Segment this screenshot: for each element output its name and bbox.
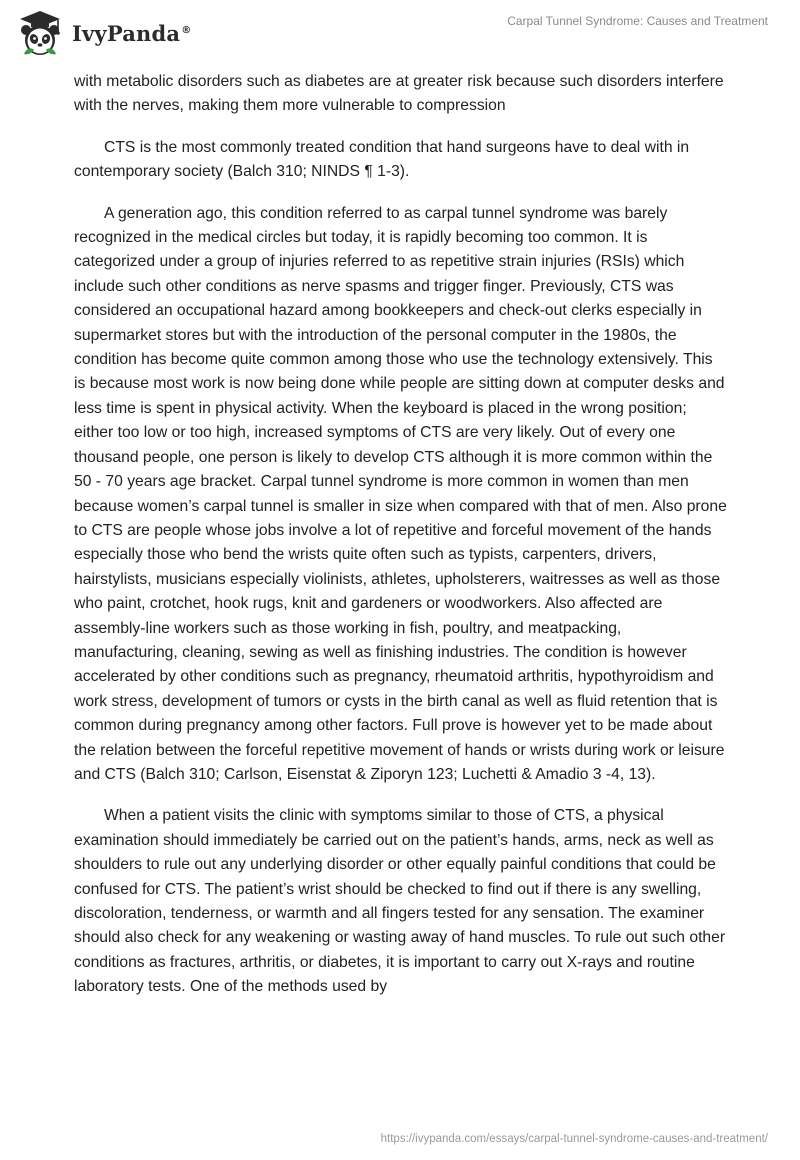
page-header: [0, 0, 800, 62]
brand-name: [72, 21, 191, 46]
brand-name-text: IvyPanda: [72, 20, 181, 46]
paragraph: When a patient visits the clinic with symptoms similar to those of CTS, a physical examination should immediately be carried out on the patient’s hands, arms, neck as well as shoulders to rule out any underlying disorder or other equally painful conditions that could be confused for CTS. The patient’s wrist should be checked to find out if there is any swelling, discoloration, tenderness, or warmth and all fingers tested for any sensation. The examiner should also check for any weakening or wasting away of hand muscles. To rule out such other conditions as fractures, arthritis, or diabetes, it is important to carry out X-rays and routine laboratory tests. One of the methods used by: [74, 807, 726, 996]
paragraph: A generation ago, this condition referred to as carpal tunnel syndrome was barely recognized in the medical circles but today, it is rapidly becoming too common. It is categorized under a group of injuries referred to as repetitive strain injuries (RSIs) which include such other conditions as nerve spasms and trigger finger. Previously, CTS was considered an occupational hazard among bookkeepers and check-out clerks especially in supermarket stores but with the introduction of the personal computer in the 1980s, the condition has become quite common among those who use the technology extensively. This is because most work is now being done while people are sitting down at computer desks and less time is spent in physical activity. When the keyboard is placed in the wrong position; either too low or too high, increased symptoms of CTS are very likely. Out of every one thousand people, one person is likely to develop CTS although it is more common within the 50 - 70 years age bracket. Carpal tunnel syndrome is more common in women than men because women’s carpal tunnel is smaller in size when compared with that of men. Also prone to CTS are people whose jobs involve a lot of repetitive and forceful movement of the hands especially those who bend the wrists quite often such as typists, carpenters, drivers, hairstylists, musicians especially violinists, athletes, upholsterers, waitresses as well as those who paint, crotchet, hook rugs, knit and gardeners or woodworkers. Also affected are assembly-line workers such as those working in fish, poultry, and meatpacking, manufacturing, cleaning, sewing as well as finishing industries. The condition is however accelerated by other conditions such as pregnancy, rheumatoid arthritis, hypothyroidism and work stress, development of tumors or cysts in the birth canal as well as fluid retention that is common during pregnancy among other factors. Full prove is however yet to be made about the relation between the forceful repetitive movement of hands or wrists during work or leisure and CTS (Balch 310; Carlson, Eisenstat & Ziporyn 123; Luchetti & Amadio 3 -4, 13).: [74, 204, 727, 783]
panda-graduate-icon: [14, 8, 66, 60]
document-title: Carpal Tunnel Syndrome: Causes and Treatment: [507, 14, 768, 28]
paragraph: CTS is the most commonly treated condition that hand surgeons have to deal with in contemporary society (Balch 310; NINDS ¶ 1-3).: [74, 138, 690, 181]
paragraph-continuation: with metabolic disorders such as diabetes are at greater risk because such disorders interfere with the nerves, making them more vulnerable to compression: [74, 73, 724, 115]
essay-body: [74, 70, 728, 1017]
registered-mark: ®: [181, 24, 192, 36]
source-url-link[interactable]: https://ivypanda.com/essays/carpal-tunnel-syndrome-causes-and-treatment/: [380, 1133, 768, 1145]
ivypanda-logo[interactable]: [14, 8, 191, 60]
